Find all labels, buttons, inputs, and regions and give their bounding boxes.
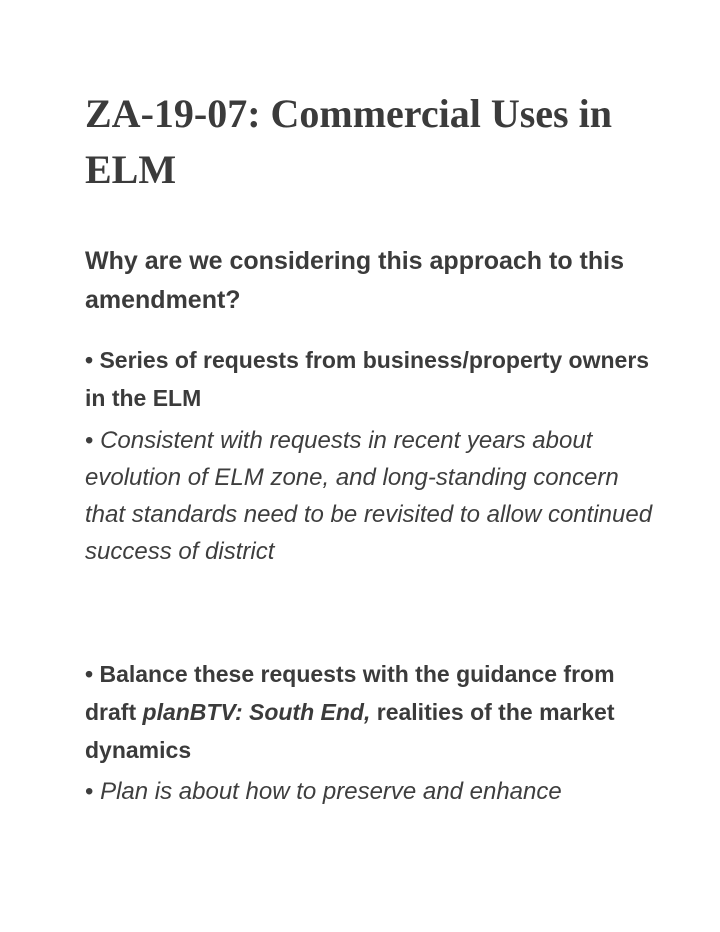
sub-bullet-marker: • <box>85 778 94 805</box>
bullet-marker: • <box>85 347 94 373</box>
bullet-marker: • <box>85 661 94 687</box>
sub-bullet-text: Plan is about how to preserve and enhance <box>100 778 562 805</box>
bullet-series-of-requests <box>85 341 655 417</box>
bullet-text-after: realities of the market dynamics <box>85 699 615 763</box>
sub-bullet-consistent-with-requests <box>85 422 655 570</box>
bullet-text: Series of requests from business/property owners in the ELM <box>85 347 650 411</box>
bullet-balance-requests <box>85 655 655 769</box>
sub-bullet-text: Consistent with requests in recent years about evolution of ELM zone, and long-standing concern that standards need to be revisited to allow continued success of district <box>85 427 653 565</box>
sub-bullet-plan-is-about <box>85 773 655 810</box>
bullet-text-before: Balance these requests with the guidance from draft <box>85 661 615 725</box>
plan-title-reference: planBTV: South End, <box>142 699 371 725</box>
sub-bullet-marker: • <box>85 427 94 454</box>
page-title: ZA-19-07: Commercial Uses in ELM <box>85 91 612 192</box>
section-question: Why are we considering this approach to this amendment? <box>85 247 624 314</box>
